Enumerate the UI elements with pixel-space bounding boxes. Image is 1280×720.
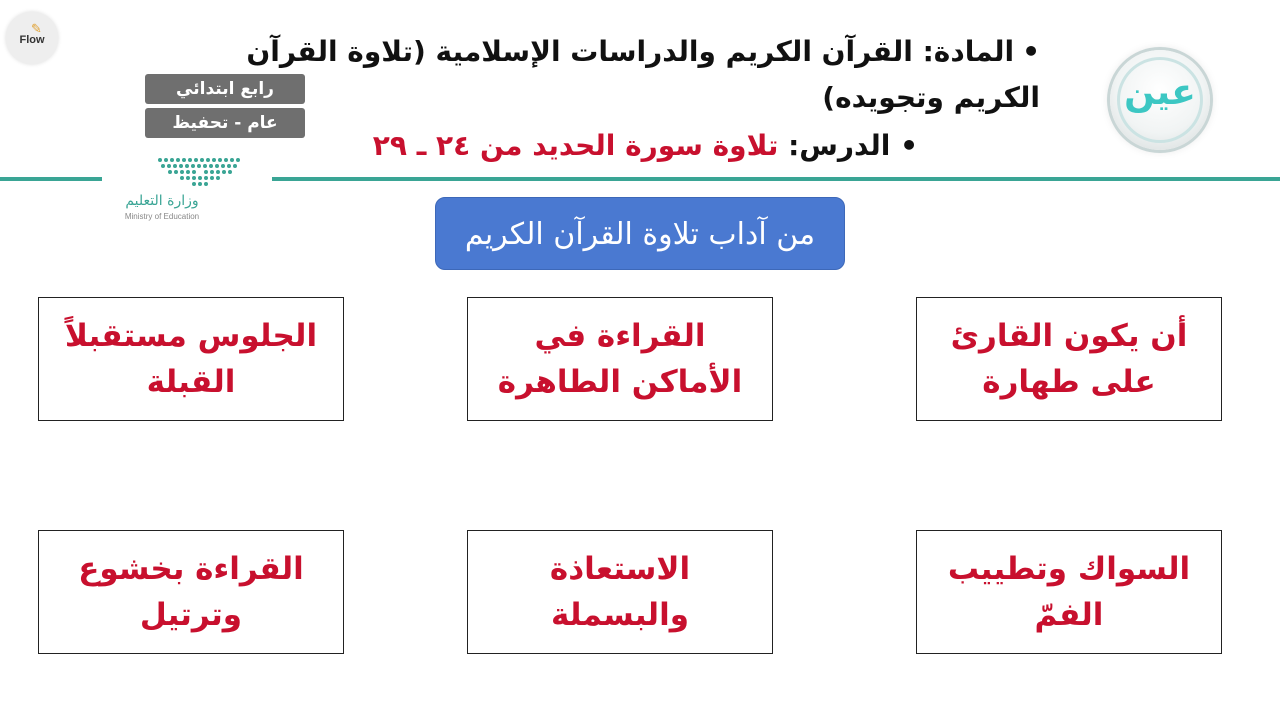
track-tag: عام - تحفيظ (145, 108, 305, 138)
manner-card: القراءة في الأماكن الطاهرة (467, 297, 773, 421)
ein-logo-text: عين (1124, 72, 1196, 113)
pencil-icon: ✎ (31, 22, 42, 37)
flow-watermark (6, 12, 58, 64)
ministry-english-name: Ministry of Education (124, 212, 200, 221)
lesson-label: الدرس: (788, 129, 891, 162)
manner-card: الجلوس مستقبلاً القبلة (38, 297, 344, 421)
manner-card: القراءة بخشوع وترتيل (38, 530, 344, 654)
subject-value: القرآن الكريم والدراسات الإسلامية (تلاوة القرآن الكريم وتجويده) (246, 35, 1040, 114)
bullet-icon: • (900, 129, 918, 162)
lesson-value: تلاوة سورة الحديد من ٢٤ ـ ٢٩ (372, 129, 779, 162)
manner-card: السواك وتطييب الفمّ (916, 530, 1222, 654)
manner-card: أن يكون القارئ على طهارة (916, 297, 1222, 421)
manner-card: الاستعاذة والبسملة (467, 530, 773, 654)
section-title: من آداب تلاوة القرآن الكريم (435, 197, 845, 270)
bullet-icon: • (1022, 35, 1040, 68)
subject-label: المادة: (922, 35, 1015, 68)
lesson-line (373, 126, 918, 166)
flow-label: Flow (19, 34, 45, 46)
ein-logo (1110, 50, 1210, 150)
subject-line (180, 29, 1040, 121)
ministry-arabic-name: وزارة التعليم (125, 193, 199, 209)
grade-tag: رابع ابتدائي (145, 74, 305, 104)
divider-line (0, 177, 102, 181)
ministry-logo (108, 150, 268, 225)
divider-line (272, 177, 1280, 181)
